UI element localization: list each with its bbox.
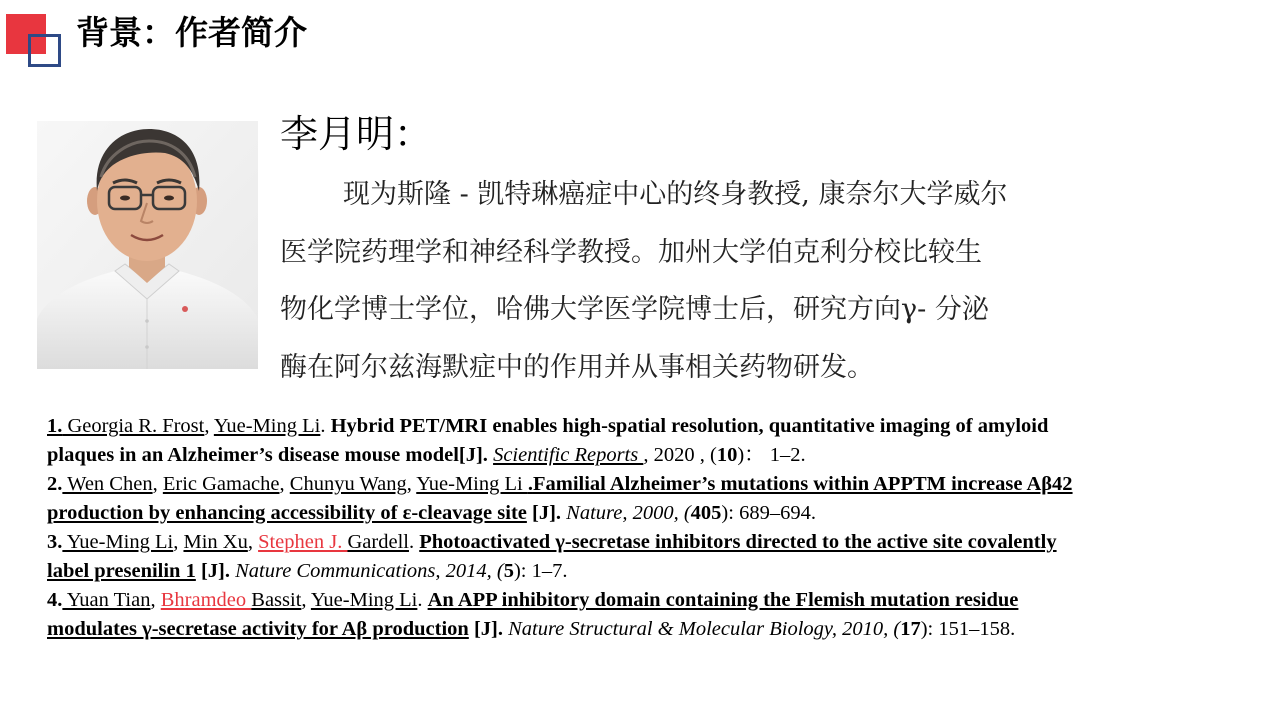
- reference-1-pages: )： 1–2.: [737, 444, 806, 466]
- reference-2-journal: Nature, 2000, (: [566, 502, 691, 524]
- reference-3-separator: ,: [173, 531, 184, 553]
- logo-blue-square-outline: [28, 34, 61, 67]
- reference-3-tag: [J].: [195, 560, 236, 582]
- reference-4-author-link[interactable]: Bassit: [251, 589, 302, 611]
- reference-3-line-2: [47, 557, 1257, 586]
- reference-1-issue: 10: [716, 444, 738, 466]
- reference-3-title: label presenilin 1: [47, 560, 196, 582]
- reference-3-line-1: [47, 528, 1257, 557]
- reference-1-title: Hybrid PET/MRI enables high-spatial resolution, quantitative imaging of amyloid: [330, 415, 1049, 437]
- reference-3-author-link[interactable]: Yue-Ming Li: [62, 531, 174, 553]
- reference-3-issue: 5: [503, 560, 514, 582]
- reference-4-author-link-red[interactable]: Bhramdeo: [160, 589, 252, 611]
- reference-4-issue: 17: [900, 618, 921, 640]
- reference-2-pages: ): 689–694.: [721, 502, 816, 524]
- reference-4-line-1: [47, 586, 1257, 615]
- reference-2-issue: 405: [690, 502, 722, 524]
- reference-2-author-link[interactable]: Yue-Ming Li: [416, 473, 528, 495]
- reference-list: [47, 412, 1257, 644]
- reference-4-author-link[interactable]: Yue-Ming Li: [310, 589, 418, 611]
- reference-1-line-1: [47, 412, 1257, 441]
- reference-2-title: production by enhancing accessibility of ε-cleavage site: [47, 502, 527, 524]
- bio-line-4: 酶在阿尔兹海默症中的作用并从事相关药物研发。: [280, 351, 874, 383]
- reference-1-title: plaques in an Alzheimer’s disease mouse model[J].: [47, 444, 488, 466]
- reference-1-author-link[interactable]: Yue-Ming Li: [213, 415, 321, 437]
- reference-1-details: , 2020 , (: [643, 444, 717, 466]
- reference-4-line-2: [47, 615, 1257, 644]
- reference-3-title: Photoactivated γ-secretase inhibitors directed to the active site covalently: [419, 531, 1057, 553]
- reference-4-number: 4.: [47, 589, 63, 611]
- reference-2-author-link[interactable]: Eric Gamache: [162, 473, 280, 495]
- reference-3-author-link[interactable]: Min Xu: [183, 531, 248, 553]
- reference-3-journal: Nature Communications, 2014, (: [235, 560, 504, 582]
- reference-1-number: 1.: [47, 415, 63, 437]
- reference-2-number: 2.: [47, 473, 63, 495]
- reference-2-separator: ,: [152, 473, 163, 495]
- bio-line-3: 物化学博士学位，哈佛大学医学院博士后，研究方向γ- 分泌: [280, 294, 989, 325]
- author-portrait: [37, 121, 258, 369]
- reference-3-author-link-red[interactable]: Stephen J.: [258, 531, 348, 553]
- reference-3-author-link[interactable]: Gardell: [347, 531, 409, 553]
- reference-4-author-link[interactable]: Yuan Tian: [62, 589, 151, 611]
- reference-4-journal: Nature Structural & Molecular Biology, 2010, (: [508, 618, 901, 640]
- reference-2-separator: ,: [279, 473, 290, 495]
- bio-line-1: 现为斯隆 - 凯特琳癌症中心的终身教授, 康奈尔大学威尔: [343, 179, 1008, 210]
- slide-title: 背景：作者简介: [76, 13, 307, 52]
- reference-2-tag: [J].: [526, 502, 567, 524]
- reference-1-separator: ,: [204, 415, 214, 437]
- reference-3-separator: .: [408, 531, 420, 553]
- reference-3-pages: ): 1–7.: [513, 560, 568, 582]
- reference-1-separator: .: [320, 415, 331, 437]
- reference-3-separator: ,: [247, 531, 259, 553]
- reference-1-journal-link[interactable]: Scientific Reports: [493, 444, 644, 466]
- reference-4-title: modulates γ-secretase activity for Aβ production: [47, 618, 469, 640]
- reference-3-number: 3.: [47, 531, 63, 553]
- reference-4-separator: ,: [301, 589, 311, 611]
- reference-2-author-link[interactable]: Wen Chen: [62, 473, 153, 495]
- reference-4-pages: ): 151–158.: [920, 618, 1016, 640]
- reference-2-author-link[interactable]: Chunyu Wang: [289, 473, 407, 495]
- reference-4-separator: .: [417, 589, 428, 611]
- reference-2-title: Familial Alzheimer’s mutations within APPTM increase Aβ42: [532, 473, 1073, 495]
- reference-2-line-2: [47, 499, 1257, 528]
- reference-1-author-link[interactable]: Georgia R. Frost: [62, 415, 205, 437]
- reference-4-separator: ,: [150, 589, 161, 611]
- reference-4-tag: [J].: [468, 618, 509, 640]
- reference-2-separator: .: [527, 473, 533, 495]
- reference-4-title: An APP inhibitory domain containing the Flemish mutation residue: [427, 589, 1019, 611]
- bio-line-2: 医学院药理学和神经科学教授。加州大学伯克利分校比较生: [280, 236, 982, 268]
- reference-2-separator: ,: [406, 473, 417, 495]
- author-bio: [280, 166, 1140, 396]
- reference-2-line-1: [47, 470, 1257, 499]
- author-name: 李月明：: [280, 112, 433, 156]
- reference-1-line-2: [47, 441, 1257, 470]
